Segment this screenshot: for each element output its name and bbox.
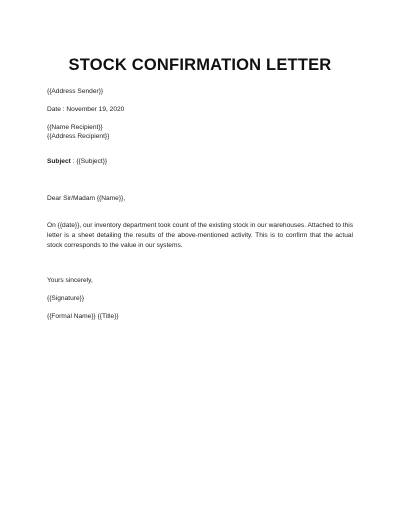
letter-body: On {{date}}, our inventory department took count of the existing stock in our warehouses. Attached to this letter is a sheet detailing the results of the above-mentioned activity. This is to confirm that the actual stock corresponds to the value in our systems. — [47, 222, 353, 249]
subject-line — [47, 157, 107, 166]
address-recipient: {{Address Recipient}} — [47, 133, 110, 140]
address-sender: {{Address Sender}} — [47, 88, 104, 95]
signature: {{Signature}} — [47, 295, 85, 302]
formal-name-title: {{Formal Name}} {{Title}} — [47, 313, 119, 320]
date-line: Date : November 19, 2020 — [47, 106, 125, 113]
subject-label: Subject — [47, 158, 71, 165]
subject-value: : {{Subject}} — [72, 158, 108, 165]
letter-title: STOCK CONFIRMATION LETTER — [68, 56, 332, 74]
name-recipient: {{Name Recipient}} — [47, 124, 103, 131]
salutation: Dear Sir/Madam {{Name}}, — [47, 195, 126, 202]
closing: Yours sincerely, — [47, 277, 93, 284]
